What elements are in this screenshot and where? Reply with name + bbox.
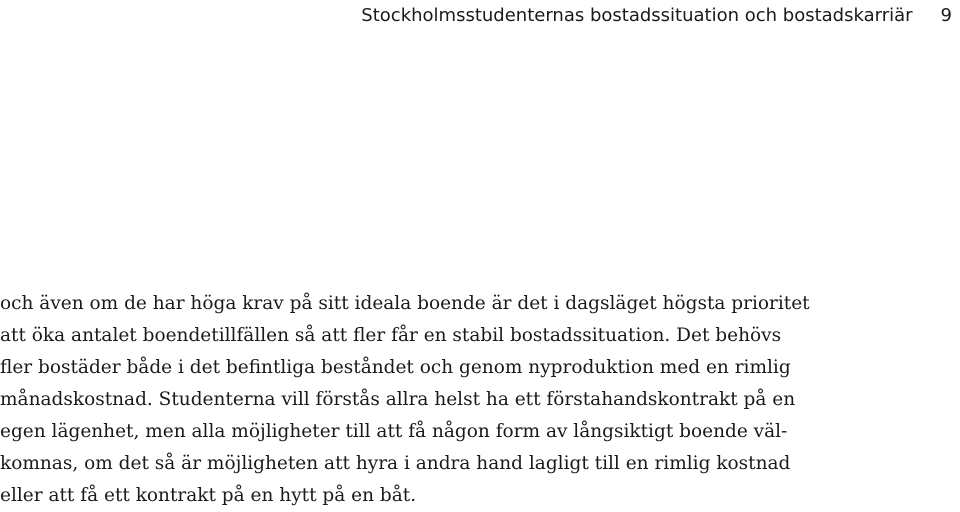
paragraph-line: egen lägenhet, men alla möjligheter till att få någon form av långsiktigt boende väl-: [0, 421, 788, 442]
paragraph-line: månadskostnad. Studenterna vill förstås allra helst ha ett förstahandskontrakt på en: [0, 389, 796, 410]
paragraph-line: att öka antalet boendetillfällen så att fler får en stabil bostadssituation. Det behövs: [0, 325, 782, 346]
paragraph-line: fler bostäder både i det befintliga beståndet och genom nyproduktion med en rimlig: [0, 357, 791, 378]
body-paragraph: [0, 288, 958, 512]
running-title: Stockholmsstudenternas bostadssituation och bostadskarriär: [361, 4, 913, 26]
running-header: [0, 0, 960, 30]
paragraph-line: komnas, om det så är möjligheten att hyra i andra hand lagligt till en rimlig kostnad: [0, 453, 791, 474]
paragraph-line: eller att få ett kontrakt på en hytt på en båt.: [0, 485, 417, 506]
paragraph-line: och även om de har höga krav på sitt ideala boende är det i dagsläget högsta prioritet: [0, 293, 810, 314]
page-number: 9: [940, 4, 952, 26]
